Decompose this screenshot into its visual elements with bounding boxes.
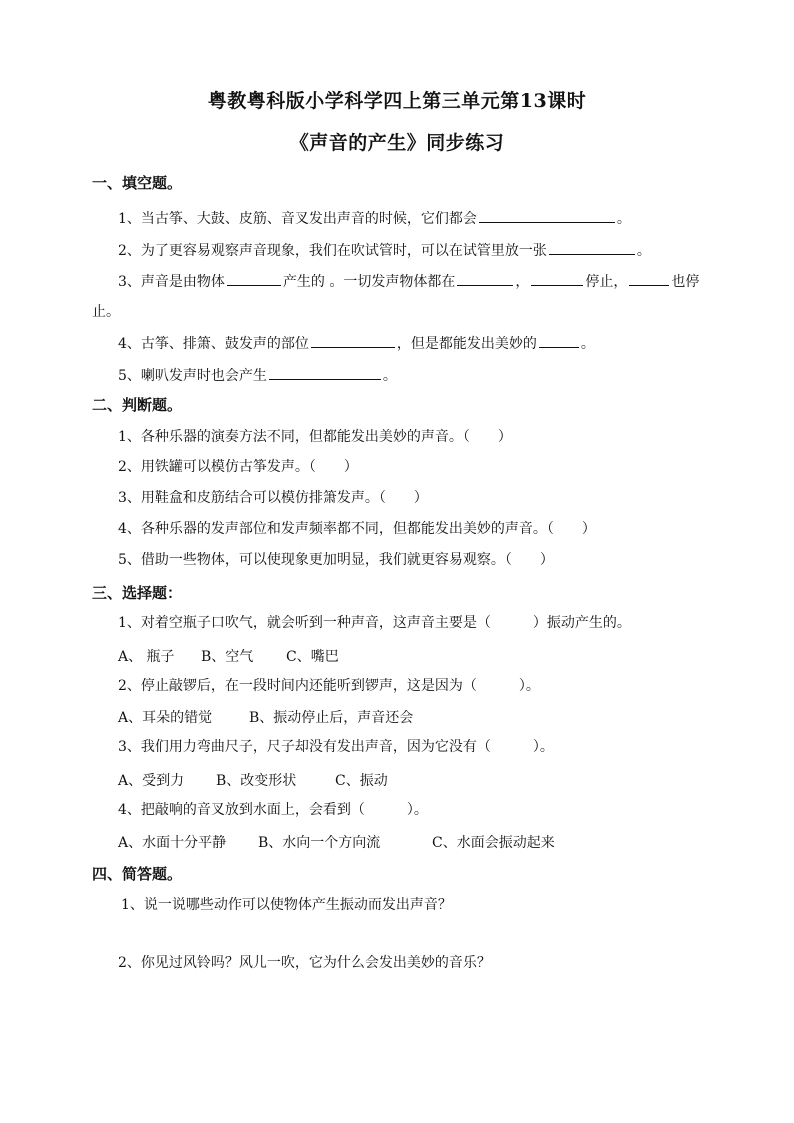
fill-q2-blank[interactable]	[549, 240, 635, 255]
choice-q3-option-c[interactable]: C、振动	[335, 773, 388, 789]
choice-q4-option-c[interactable]: C、水面会振动起来	[432, 835, 555, 851]
fill-question-3-continued: 止。	[92, 304, 120, 320]
short-question-1: 1、说一说哪些动作可以使物体产生振动而发出声音？	[121, 897, 452, 913]
judge-question-2[interactable]: 2、用铁罐可以模仿古筝发声。（ ）	[118, 459, 358, 475]
judge-question-3[interactable]: 3、用鞋盒和皮筋结合可以模仿排箫发声。（ ）	[118, 490, 428, 506]
choice-q1-option-b[interactable]: B、空气	[201, 649, 254, 665]
page-subtitle: 《声音的产生》同步练习	[289, 132, 505, 154]
fill-q3-text-b: 产生的 。一切发声物体都在	[282, 274, 456, 290]
fill-q3-text-d: 停止，	[585, 274, 628, 290]
fill-q3-blank-3[interactable]	[531, 271, 583, 286]
fill-q1-blank[interactable]	[479, 208, 615, 223]
fill-q2-end: 。	[636, 243, 651, 259]
choice-q2-option-a[interactable]: A、耳朵的错觉	[118, 710, 213, 726]
choice-q3-option-b[interactable]: B、改变形状	[216, 773, 297, 789]
section-short-answer-heading: 四、简答题。	[92, 865, 183, 883]
fill-q4-blank-2[interactable]	[539, 333, 579, 348]
fill-q4-end: 。	[580, 336, 595, 352]
fill-q4-text-a: 4、古筝、排箫、鼓发声的部位	[118, 336, 309, 352]
fill-q5-end: 。	[382, 368, 397, 384]
fill-question-1	[118, 208, 631, 228]
choice-question-1: 1、对着空瓶子口吹气，就会听到一种声音，这声音主要是（ ）振动产生的。	[118, 615, 631, 631]
fill-question-3	[118, 271, 699, 291]
choice-q1-option-c[interactable]: C、嘴巴	[286, 649, 339, 665]
choice-question-3: 3、我们用力弯曲尺子，尺子却没有发出声音，因为它没有（ ）。	[118, 739, 554, 755]
judge-question-1[interactable]: 1、各种乐器的演奏方法不同，但都能发出美妙的声音。（ ）	[118, 429, 512, 445]
choice-q1-option-a[interactable]: A、 瓶子	[118, 649, 175, 665]
fill-q5-blank[interactable]	[269, 365, 381, 380]
fill-question-2	[118, 240, 651, 260]
section-fill-blank-heading: 一、填空题。	[92, 174, 183, 192]
fill-q2-text: 2、为了更容易观察声音现象，我们在吹试管时，可以在试管里放一张	[118, 243, 547, 259]
section-judge-heading: 二、判断题。	[92, 396, 183, 414]
fill-q3-text-e: 也停	[671, 274, 700, 290]
page-title: 粤教粤科版小学科学四上第三单元第13课时	[207, 90, 587, 112]
choice-question-4: 4、把敲响的音叉放到水面上，会看到（ ）。	[118, 802, 428, 818]
fill-q3-text-c: ，	[515, 274, 530, 290]
fill-q3-text-a: 3、声音是由物体	[118, 274, 225, 290]
fill-q3-blank-1[interactable]	[227, 271, 281, 286]
choice-q4-option-b[interactable]: B、水向一个方向流	[258, 835, 381, 851]
short-question-2: 2、你见过风铃吗？风儿一吹，它为什么会发出美妙的音乐？	[118, 955, 491, 971]
fill-q3-blank-4[interactable]	[629, 271, 669, 286]
fill-q4-blank-1[interactable]	[311, 333, 395, 348]
fill-q4-text-b: ，但是都能发出美妙的	[396, 336, 537, 352]
fill-question-5	[118, 365, 397, 385]
choice-q4-option-a[interactable]: A、水面十分平静	[118, 835, 227, 851]
judge-question-4[interactable]: 4、各种乐器的发声部位和发声频率都不同，但都能发出美妙的声音。（ ）	[118, 521, 596, 537]
section-choice-heading: 三、选择题：	[92, 584, 183, 602]
fill-q5-text: 5、喇叭发声时也会产生	[118, 368, 267, 384]
choice-question-2: 2、停止敲锣后，在一段时间内还能听到锣声，这是因为（ ）。	[118, 678, 540, 694]
fill-q1-end: 。	[616, 211, 631, 227]
fill-q3-blank-2[interactable]	[457, 271, 513, 286]
judge-question-5[interactable]: 5、借助一些物体，可以使现象更加明显，我们就更容易观察。（ ）	[118, 552, 554, 568]
fill-q1-text: 1、当古筝、大鼓、皮筋、音叉发出声音的时候，它们都会	[118, 211, 477, 227]
choice-q2-option-b[interactable]: B、振动停止后，声音还会	[249, 710, 414, 726]
fill-question-4	[118, 333, 595, 353]
choice-q3-option-a[interactable]: A、受到力	[118, 773, 185, 789]
